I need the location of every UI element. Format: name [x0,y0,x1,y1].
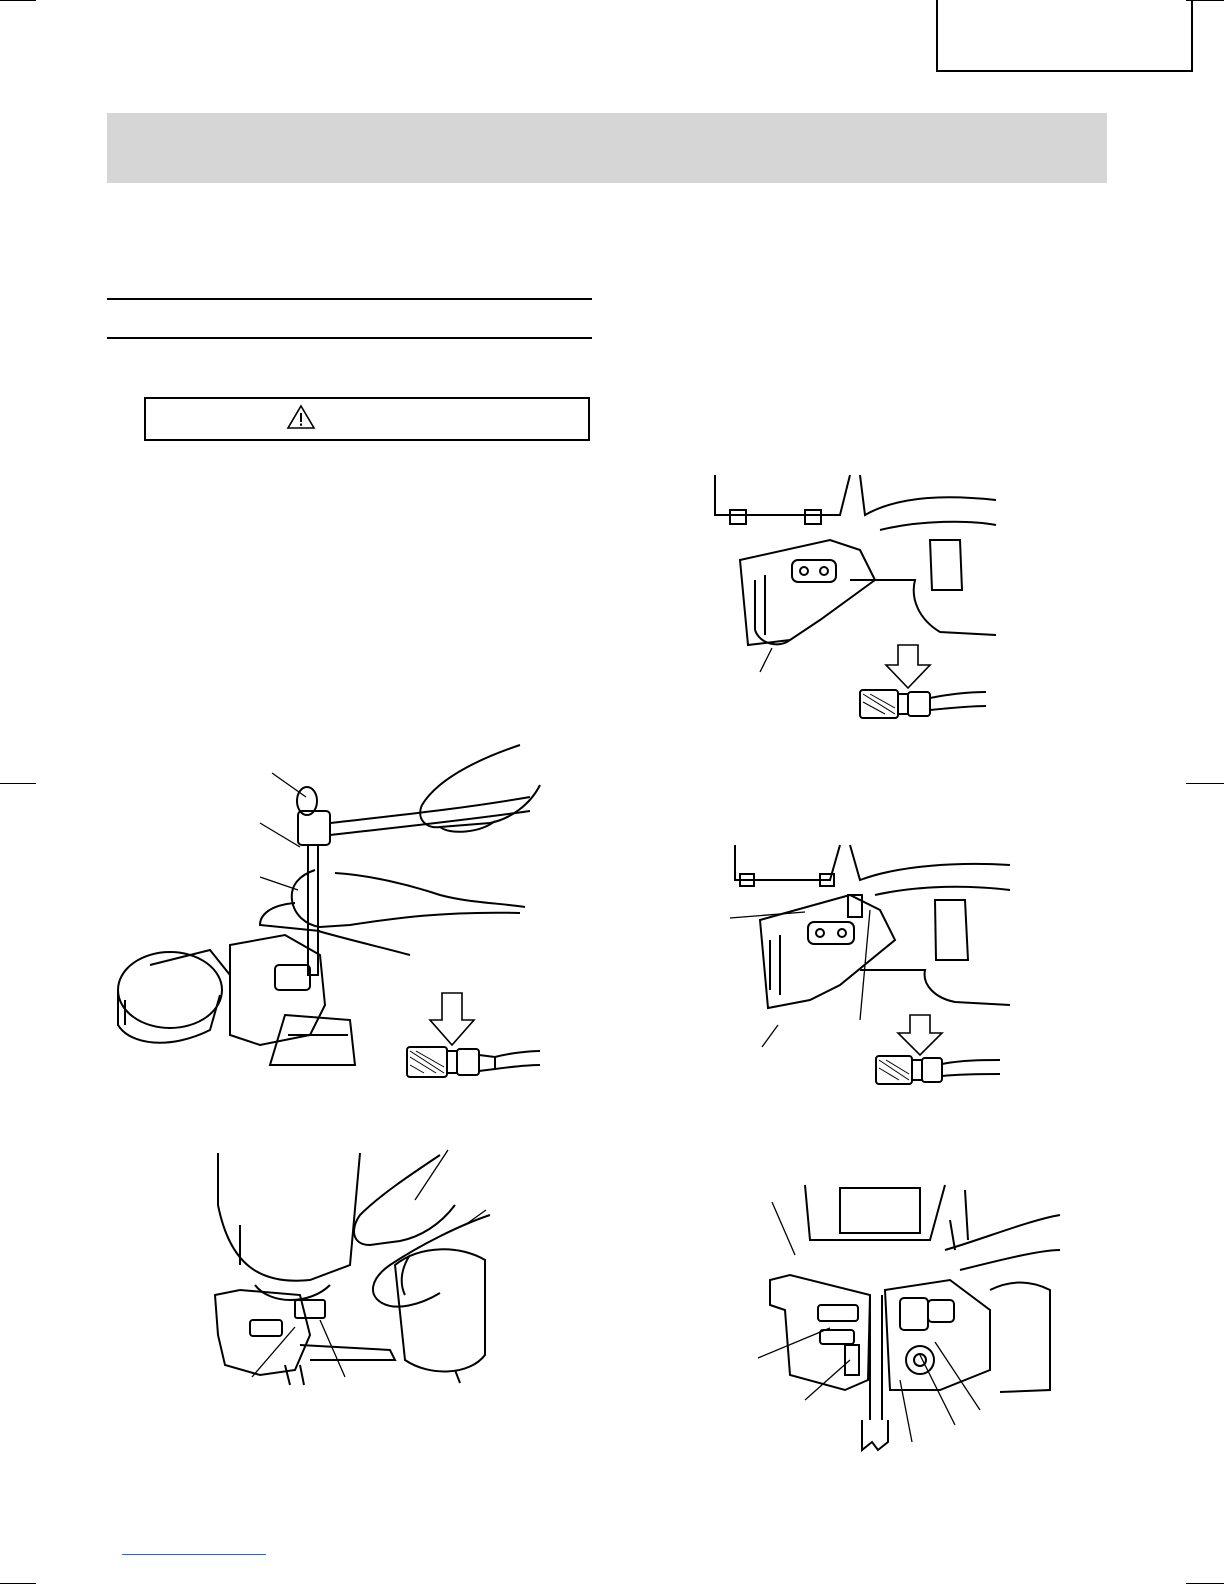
coil-nailer-hands-illustration [200,1145,500,1390]
footer-underline [122,1554,266,1555]
nailer-nose-hose-illustration [700,470,1000,720]
crop-mark [0,783,36,784]
warning-box [144,397,590,441]
nailer-nose-hose-illustration [700,840,1020,1090]
warning-triangle-icon [286,404,316,435]
nailer-nose-open-illustration [750,1180,1070,1460]
section-banner [107,113,1107,183]
crop-mark [1186,783,1224,784]
coil-nailer-hammer-illustration [110,735,550,1085]
crop-mark [0,0,36,1]
heading-rule-top [107,298,592,300]
heading-rule-bottom [107,337,592,339]
language-box [936,0,1193,72]
